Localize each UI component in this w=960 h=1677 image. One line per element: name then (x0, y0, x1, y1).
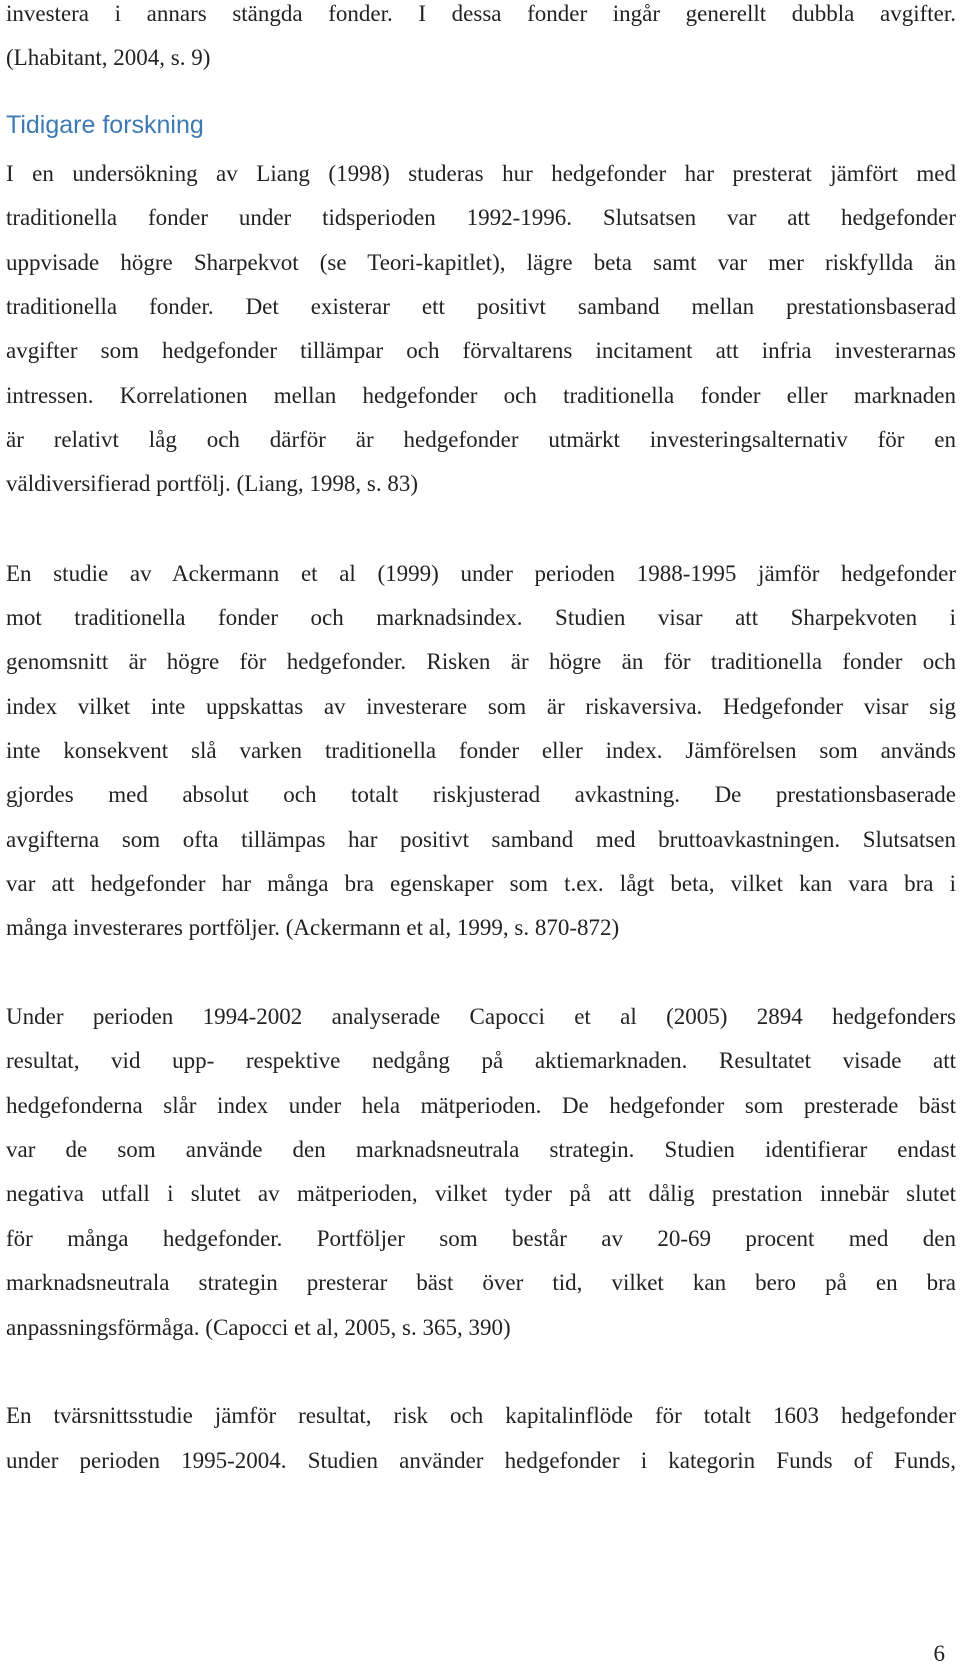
text-line: Under perioden 1994-2002 analyserade Capocci et al (2005) 2894 hedgefonders (6, 1004, 956, 1029)
text-line: för många hedgefonder. Portföljer som består av 20-69 procent med den (6, 1226, 956, 1251)
text-line: under perioden 1995-2004. Studien använder hedgefonder i kategorin Funds of Funds, (6, 1448, 956, 1473)
text-line: I en undersökning av Liang (1998) studeras hur hedgefonder har presterat jämfört med (6, 161, 956, 186)
text-line: inte konsekvent slå varken traditionella fonder eller index. Jämförelsen som används (6, 738, 956, 763)
text-line: uppvisade högre Sharpekvot (se Teori-kapitlet), lägre beta samt var mer riskfyllda än (6, 250, 956, 275)
text-line: (Lhabitant, 2004, s. 9) (6, 45, 211, 70)
text-line: avgifterna som ofta tillämpas har positivt samband med bruttoavkastningen. Slutsatsen (6, 827, 956, 852)
text-line: investera i annars stängda fonder. I dessa fonder ingår generellt dubbla avgifter. (6, 1, 956, 26)
text-line: En studie av Ackermann et al (1999) under perioden 1988-1995 jämför hedgefonder (6, 561, 956, 586)
text-line: traditionella fonder under tidsperioden 1992-1996. Slutsatsen var att hedgefonder (6, 205, 956, 230)
text-line: många investerares portföljer. (Ackermann et al, 1999, s. 870-872) (6, 915, 620, 940)
text-line: är relativt låg och därför är hedgefonder utmärkt investeringsalternativ för en (6, 427, 956, 452)
page-number: 6 (933, 1641, 945, 1666)
text-line: var att hedgefonder har många bra egenskaper som t.ex. lågt beta, vilket kan vara bra i (6, 871, 956, 896)
text-line: resultat, vid upp- respektive nedgång på aktiemarknaden. Resultatet visade att (6, 1048, 956, 1073)
text-line: marknadsneutrala strategin presterar bäst över tid, vilket kan bero på en bra (6, 1270, 956, 1295)
section-heading: Tidigare forskning (6, 111, 204, 139)
text-line: traditionella fonder. Det existerar ett positivt samband mellan prestationsbaserad (6, 294, 956, 319)
text-line: gjordes med absolut och totalt riskjusterad avkastning. De prestationsbaserade (6, 782, 956, 807)
text-line: väldiversifierad portfölj. (Liang, 1998, s. 83) (6, 471, 418, 496)
text-line: index vilket inte uppskattas av investerare som är riskaversiva. Hedgefonder visar sig (6, 694, 956, 719)
text-line: intressen. Korrelationen mellan hedgefonder och traditionella fonder eller marknaden (6, 383, 956, 408)
text-line: En tvärsnittsstudie jämför resultat, risk och kapitalinflöde för totalt 1603 hedgefonder (6, 1403, 956, 1428)
text-line: var de som använde den marknadsneutrala strategin. Studien identifierar endast (6, 1137, 956, 1162)
text-line: hedgefonderna slår index under hela mätperioden. De hedgefonder som presterade bäst (6, 1093, 956, 1118)
text-line: anpassningsförmåga. (Capocci et al, 2005, s. 365, 390) (6, 1315, 511, 1340)
text-line: genomsnitt är högre för hedgefonder. Risken är högre än för traditionella fonder och (6, 649, 956, 674)
text-line: negativa utfall i slutet av mätperioden, vilket tyder på att dålig prestation innebär slutet (6, 1181, 956, 1206)
text-line: mot traditionella fonder och marknadsindex. Studien visar att Sharpekvoten i (6, 605, 956, 630)
text-line: avgifter som hedgefonder tillämpar och förvaltarens incitament att infria investerarnas (6, 338, 956, 363)
